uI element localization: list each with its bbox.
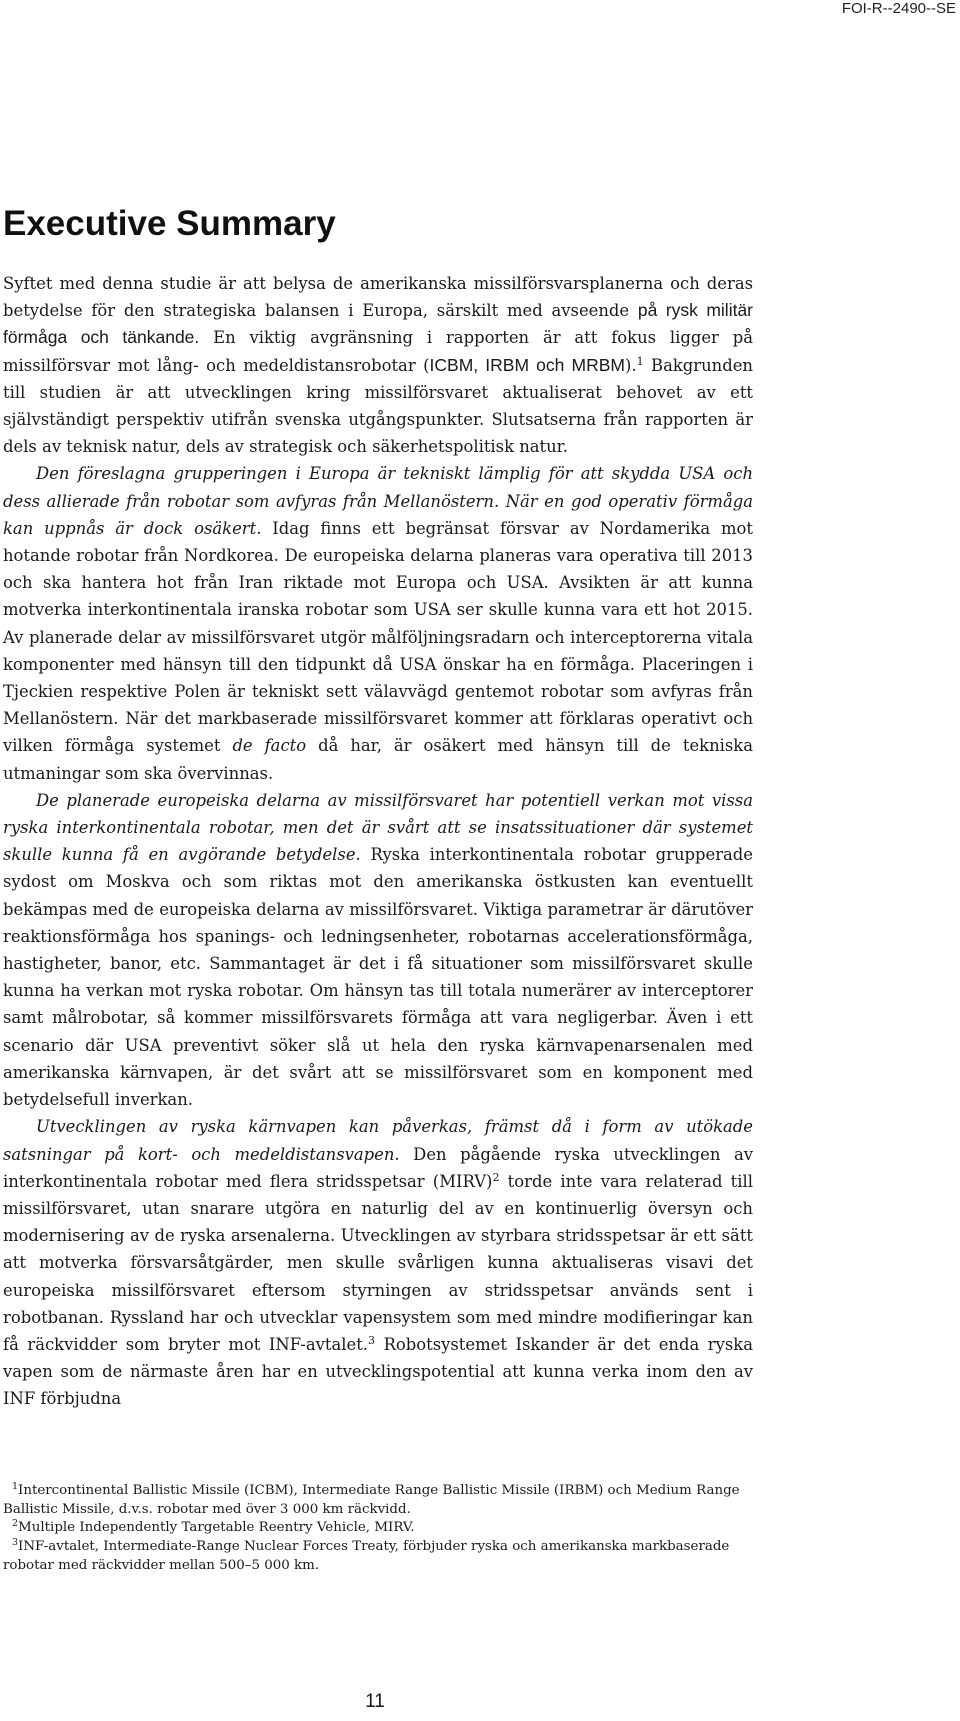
footnote-ref-3[interactable]: 3 (368, 1333, 376, 1347)
footnote-2-mark: 2 (12, 1518, 19, 1530)
grouping-text-1: Idag finns ett begränsat försvar av Nordamerika mot hotande robotar från Nordkorea. De europeiska delarna planeras vara operativa till 2013 och ska hantera hot från Iran riktade mot Europa och USA. Avsikten är att kunna motverka interkontinentala iranska robotar som USA ser skulle kunna vara ett hot 2015. Av planerade delar av missilförsvaret utgör målföljningsradarn och interceptorerna vitala komponenter med hänsyn till den tidpunkt då USA önskar ha en förmåga. Placeringen i Tjeckien respektive Polen är tekniskt sett välavvägd gentemot robotar som avfyras från Mellanöstern. När det markbaserade missilförsvaret kommer att förklaras operativt och vilken förmåga systemet (3, 518, 753, 756)
nuclear-development-emphasis: Utvecklingen av ryska kärnvapen kan påverkas, främst då i form av utökade satsningar på kort- och medeldistansvapen. (3, 1117, 753, 1164)
footnote-3-mark: 3 (12, 1537, 19, 1549)
nuclear-development-text-1: Den pågående ryska utvecklingen av interkontinentala robotar med flera stridsspetsar (MIRV) (3, 1144, 754, 1191)
footnote-ref-1[interactable]: 1 (636, 354, 644, 368)
footnote-3-text: INF-avtalet, Intermediate-Range Nuclear Forces Treaty, förbjuder ryska och amerikanska markbaserade robotar med räckvidder mellan 500–5 000 km. (3, 1539, 730, 1573)
footnote-1-mark: 1 (12, 1481, 19, 1492)
nuclear-development-text-2: torde inte vara relaterad till missilförsvaret, utan snarare utgöra en naturlig del av en kontinuerlig översyn och modernisering av de ryska arsenalerna. Utvecklingen av styrbara stridsspetsar är ett sätt att motverka försvarsåtgärder, men skulle svårligen kunna aktualiseras visavi det europeiska missilförsvaret eftersom styrningen av stridsspetsar används sent i robotbanan. Ryssland har och utvecklar vapensystem som med mindre modifieringar kan få räckvidder som bryter mot INF-avtalet. (3, 1171, 753, 1354)
purpose-sentence-7: Slutsatserna från rapporten är dels av teknisk natur, dels av strategisk och säkerhetspolitisk natur. (3, 410, 753, 457)
grouping-emphasis: Den föreslagna grupperingen i Europa är tekniskt lämplig för att skydda USA och dess allierade från robotar som avfyras från Mellanöstern. När en god operativ förmåga kan uppnås är dock osäkert. (3, 464, 753, 538)
footnote-ref-2[interactable]: 2 (492, 1170, 500, 1184)
european-parts-emphasis: De planerade europeiska delarna av missilförsvaret har potentiell verkan mot vissa ryska interkontinentala robotar, men det är svårt att se insatssituationer där systemet skulle kunna få en avgörande betydelse. (3, 790, 753, 865)
purpose-sentence-6: Bakgrunden till studien är att utvecklingen kring missilförsvaret aktualiserat behovet av ett självständigt perspektiv utifrån svenska utgångspunkter. (3, 355, 753, 430)
european-parts-text: Ryska interkontinentala robotar grupperade sydost om Moskva och som riktas mot den amerikanska östkusten kan eventuellt bekämpas med de europeiska delarna av missilförsvaret. Viktiga parametrar är därutöver reaktionsförmåga hos spanings- och ledningsenheter, robotarnas accelerationsförmåga, hastigheter, banor, etc. Sammantaget är det i få situationer som missilförsvaret skulle kunna ha verkan mot ryska robotar. Om hänsyn tas till totala numerärer av interceptorer samt målrobotar, så kommer missilförsvarets förmåga att vara negligerbar. Även i ett scenario där USA preventivt söker slå ut hela den ryska kärnvapenarsenalen med amerikanska kärnvapen, är det svårt att se missilförsvaret som en komponent med betydelsefull inverkan. (3, 845, 753, 1110)
page-title: Executive Summary (3, 204, 336, 243)
paragraph-nuclear-development (3, 1113, 753, 1412)
paragraph-purpose (3, 270, 753, 460)
executive-summary-body (3, 270, 753, 1413)
page-number: 11 (365, 1691, 385, 1712)
footnote-1 (3, 1482, 753, 1519)
footnote-2 (3, 1519, 753, 1538)
grouping-text-2: då har, är osäkert med hänsyn till de tekniska utmaningar som ska övervinnas. (3, 736, 753, 783)
purpose-sentence-1: Syftet med denna studie är att belysa de amerikanska missilförsvarsplanerna och deras betydelse för den strategiska balansen i Europa, särskilt med avseende (3, 274, 753, 321)
footnote-1-text: Intercontinental Ballistic Missile (ICBM), Intermediate Range Ballistic Missile (IRBM) och Medium Range Ballistic Missile, d.v.s. robotar med över 3 000 km räckvidd. (3, 1483, 740, 1517)
footnotes (3, 1482, 753, 1576)
paragraph-european-parts (3, 787, 753, 1113)
de-facto-term: de facto (232, 736, 307, 756)
purpose-sentence-2: på rysk militär förmåga och tänkande. (3, 300, 754, 348)
footnote-3 (3, 1538, 753, 1575)
purpose-sentence-5: ). (624, 355, 637, 375)
purpose-sentence-4: ICBM, IRBM och MRBM (429, 354, 625, 375)
paragraph-grouping (3, 460, 753, 786)
report-id: FOI-R--2490--SE (841, 0, 956, 17)
footnote-2-text: Multiple Independently Targetable Reentry Vehicle, MIRV. (18, 1520, 415, 1536)
nuclear-development-text-3: Robotsystemet Iskander är det enda ryska vapen som de närmaste åren har en utvecklingspotential att kunna verka inom den av INF förbjudna (3, 1334, 754, 1409)
purpose-sentence-3: En viktig avgränsning i rapporten är att fokus ligger på missilförsvar mot lång- och medeldistansrobotar ( (3, 328, 753, 375)
